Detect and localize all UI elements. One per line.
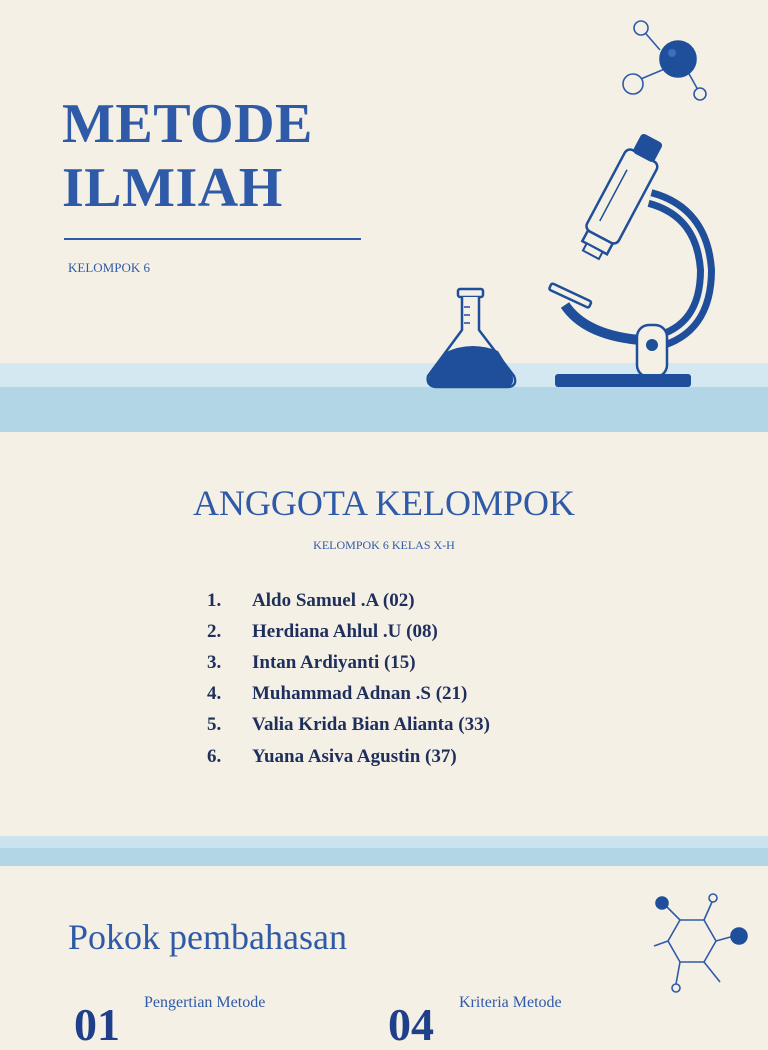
member-name: Intan Ardiyanti (15) (252, 651, 416, 673)
list-item (207, 647, 490, 678)
topics-slide (0, 866, 768, 1050)
flask-icon (428, 289, 515, 387)
separator-band-light (0, 836, 768, 848)
list-item (207, 585, 490, 616)
lab-illustration (0, 0, 768, 432)
list-item (207, 679, 490, 710)
list-number: 4. (207, 683, 222, 705)
member-list (207, 585, 490, 772)
list-item (207, 741, 490, 772)
topic-label: Pengertian Metode (144, 994, 266, 1011)
separator-band (0, 848, 768, 866)
list-item (207, 616, 490, 647)
topic-label: Kriteria Metode (459, 994, 562, 1011)
list-number: 6. (207, 745, 222, 767)
list-number: 3. (207, 651, 222, 673)
title-slide (0, 0, 768, 432)
topic-number: 01 (74, 999, 120, 1050)
microscope-icon (549, 130, 706, 387)
topic-number: 04 (388, 999, 434, 1050)
molecule-icon (623, 21, 706, 100)
topics-heading: Pokok pembahasan (68, 917, 347, 957)
member-name: Muhammad Adnan .S (21) (252, 683, 468, 705)
member-name: Aldo Samuel .A (02) (252, 589, 415, 611)
slide-separator (0, 836, 768, 866)
members-subheading: KELOMPOK 6 KELAS X-H (313, 538, 455, 552)
list-number: 1. (207, 589, 222, 611)
list-number: 5. (207, 714, 222, 736)
list-number: 2. (207, 620, 222, 642)
members-slide (0, 432, 768, 836)
title-line-1: METODE (62, 93, 313, 155)
member-name: Herdiana Ahlul .U (08) (252, 620, 438, 642)
member-name: Yuana Asiva Agustin (37) (252, 745, 457, 767)
list-item (207, 710, 490, 741)
title-line-2: ILMIAH (62, 157, 283, 219)
slide-subtitle: KELOMPOK 6 (68, 260, 150, 275)
member-name: Valia Krida Bian Alianta (33) (252, 714, 490, 736)
members-heading: ANGGOTA KELOMPOK (192, 483, 576, 523)
